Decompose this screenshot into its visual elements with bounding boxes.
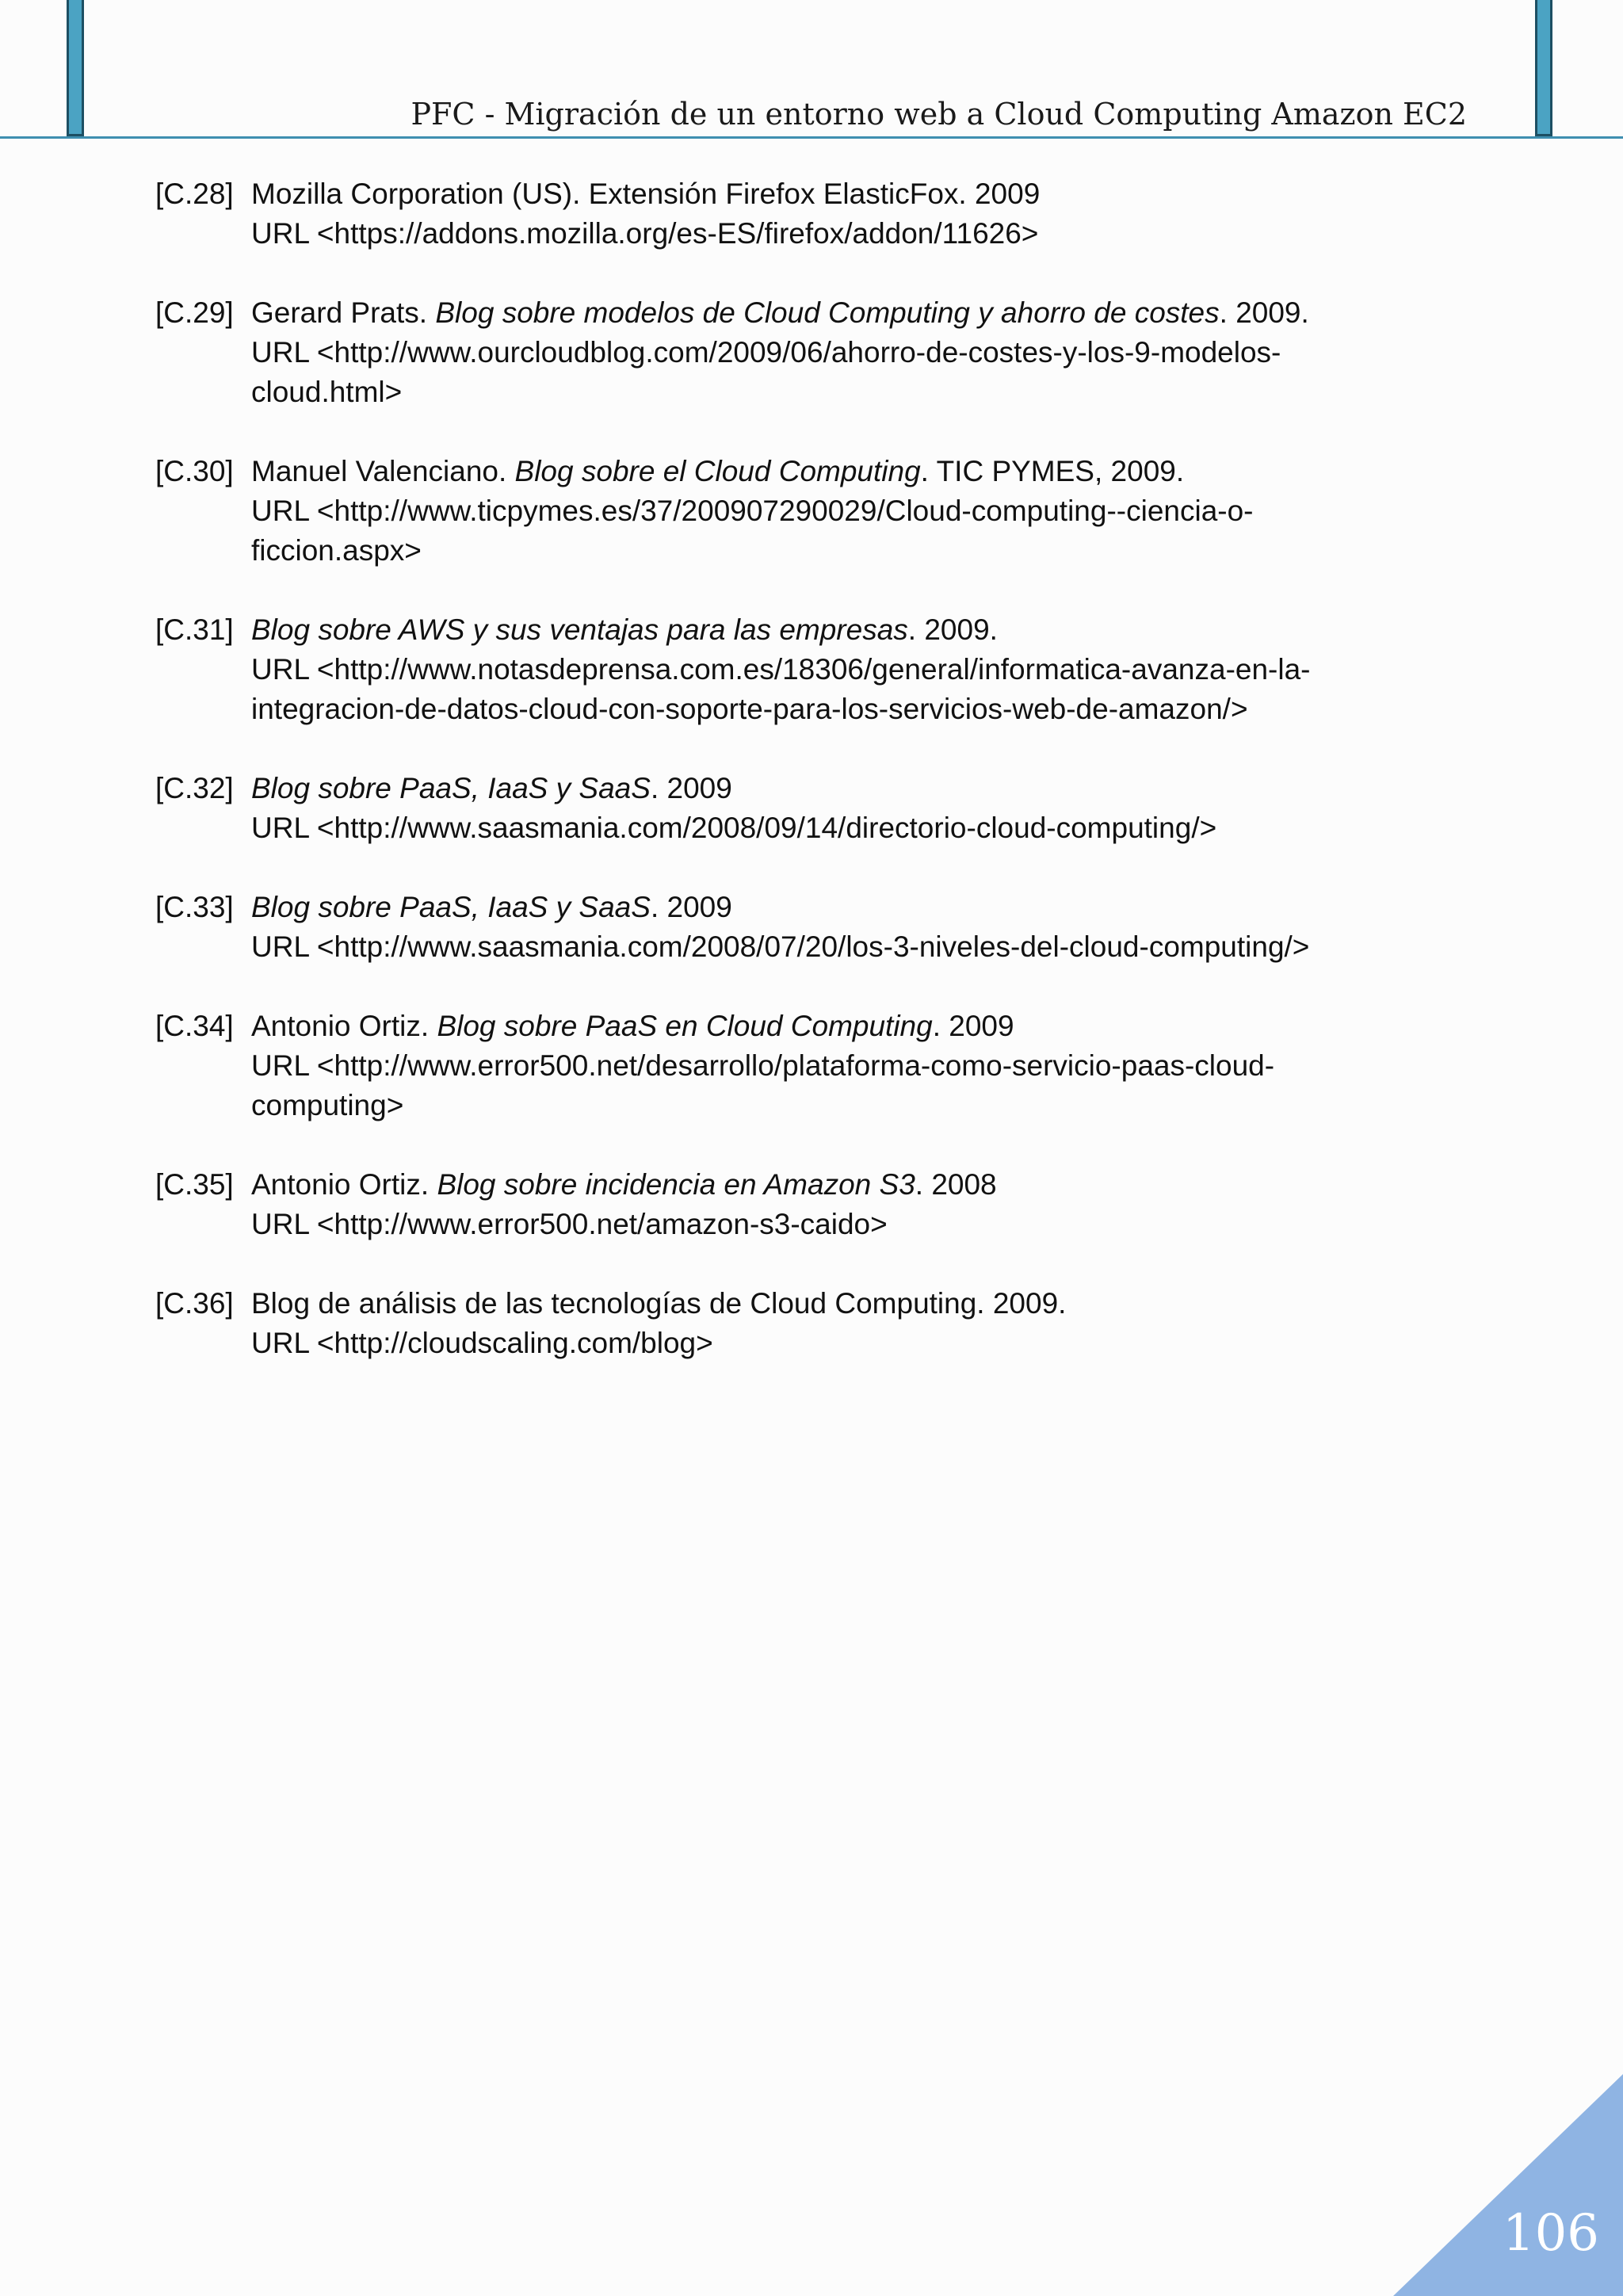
reference-entry bbox=[155, 888, 1392, 967]
reference-key: [C.28] bbox=[155, 178, 234, 210]
reference-url: URL <http://cloudscaling.com/blog> bbox=[251, 1327, 713, 1359]
header-rule bbox=[0, 136, 1623, 139]
reference-body bbox=[251, 888, 1392, 967]
reference-entry bbox=[155, 1284, 1392, 1363]
reference-body bbox=[251, 1007, 1392, 1125]
reference-citation bbox=[251, 1007, 1392, 1046]
reference-key: [C.36] bbox=[155, 1287, 234, 1320]
reference-entry bbox=[155, 174, 1392, 254]
reference-body bbox=[251, 769, 1392, 848]
reference-url: URL <http://www.saasmania.com/2008/09/14/directorio-cloud-computing/> bbox=[251, 812, 1217, 844]
running-header: PFC - Migración de un entorno web a Cloud Computing Amazon EC2 bbox=[411, 97, 1467, 132]
reference-key: [C.29] bbox=[155, 296, 234, 329]
citation-suffix: . 2009. bbox=[1219, 296, 1309, 329]
citation-title: Blog sobre AWS y sus ventajas para las empresas bbox=[251, 613, 908, 646]
citation-suffix: . 2009. bbox=[907, 613, 998, 646]
citation-suffix: . 2009 bbox=[932, 1010, 1014, 1042]
citation-author: Manuel Valenciano. bbox=[251, 455, 515, 487]
reference-key: [C.34] bbox=[155, 1010, 234, 1042]
citation-author: Mozilla Corporation (US). Extensión Firefox ElasticFox. 2009 bbox=[251, 178, 1041, 210]
reference-body bbox=[251, 174, 1392, 254]
page-corner-decoration bbox=[1393, 2074, 1623, 2296]
reference-url: URL <http://www.error500.net/amazon-s3-caido> bbox=[251, 1208, 888, 1240]
reference-citation bbox=[251, 452, 1392, 491]
reference-body bbox=[251, 293, 1392, 412]
citation-suffix: . 2008 bbox=[915, 1168, 997, 1201]
reference-key: [C.30] bbox=[155, 455, 234, 487]
citation-author: Gerard Prats. bbox=[251, 296, 436, 329]
citation-suffix: . 2009 bbox=[650, 772, 732, 804]
reference-key: [C.33] bbox=[155, 891, 234, 923]
page-number: 106 bbox=[1502, 2204, 1599, 2263]
reference-citation bbox=[251, 769, 1392, 808]
reference-citation bbox=[251, 888, 1392, 927]
reference-url-continuation: cloud.html> bbox=[251, 376, 403, 408]
reference-url-continuation: integracion-de-datos-cloud-con-soporte-para-los-servicios-web-de-amazon/> bbox=[251, 693, 1248, 725]
citation-title: Blog sobre incidencia en Amazon S3 bbox=[437, 1168, 915, 1201]
reference-entry bbox=[155, 1007, 1392, 1125]
reference-key: [C.32] bbox=[155, 772, 234, 804]
header-tab-left bbox=[67, 0, 84, 136]
reference-entry bbox=[155, 293, 1392, 412]
reference-url: URL <https://addons.mozilla.org/es-ES/firefox/addon/11626> bbox=[251, 217, 1039, 250]
reference-citation bbox=[251, 1284, 1392, 1324]
citation-title: Blog sobre PaaS, IaaS y SaaS bbox=[251, 772, 651, 804]
reference-url: URL <http://www.ticpymes.es/37/200907290029/Cloud-computing--ciencia-o- bbox=[251, 495, 1254, 527]
reference-url: URL <http://www.saasmania.com/2008/07/20/los-3-niveles-del-cloud-computing/> bbox=[251, 930, 1310, 963]
reference-url: URL <http://www.error500.net/desarrollo/plataforma-como-servicio-paas-cloud- bbox=[251, 1049, 1275, 1082]
citation-author: Antonio Ortiz. bbox=[251, 1010, 437, 1042]
citation-suffix: . 2009 bbox=[650, 891, 732, 923]
reference-entry bbox=[155, 769, 1392, 848]
reference-list bbox=[155, 174, 1392, 1403]
reference-citation bbox=[251, 174, 1392, 214]
citation-title: Blog sobre el Cloud Computing bbox=[514, 455, 921, 487]
reference-body bbox=[251, 610, 1392, 729]
citation-title: Blog sobre PaaS, IaaS y SaaS bbox=[251, 891, 651, 923]
citation-title: Blog sobre PaaS en Cloud Computing bbox=[437, 1010, 933, 1042]
reference-entry bbox=[155, 1165, 1392, 1244]
header-tab-right bbox=[1535, 0, 1552, 136]
reference-key: [C.31] bbox=[155, 613, 234, 646]
reference-url: URL <http://www.notasdeprensa.com.es/18306/general/informatica-avanza-en-la- bbox=[251, 653, 1311, 686]
reference-entry bbox=[155, 610, 1392, 729]
reference-citation bbox=[251, 1165, 1392, 1205]
citation-suffix: . TIC PYMES, 2009. bbox=[920, 455, 1185, 487]
citation-title: Blog sobre modelos de Cloud Computing y ahorro de costes bbox=[435, 296, 1220, 329]
reference-entry bbox=[155, 452, 1392, 571]
reference-citation bbox=[251, 610, 1392, 650]
reference-key: [C.35] bbox=[155, 1168, 234, 1201]
reference-url: URL <http://www.ourcloudblog.com/2009/06/ahorro-de-costes-y-los-9-modelos- bbox=[251, 336, 1281, 369]
reference-url-continuation: ficcion.aspx> bbox=[251, 534, 422, 567]
reference-body bbox=[251, 1284, 1392, 1363]
reference-body bbox=[251, 452, 1392, 571]
reference-body bbox=[251, 1165, 1392, 1244]
citation-author: Blog de análisis de las tecnologías de Cloud Computing. 2009. bbox=[251, 1287, 1067, 1320]
reference-url-continuation: computing> bbox=[251, 1089, 404, 1121]
reference-citation bbox=[251, 293, 1392, 333]
citation-author: Antonio Ortiz. bbox=[251, 1168, 437, 1201]
